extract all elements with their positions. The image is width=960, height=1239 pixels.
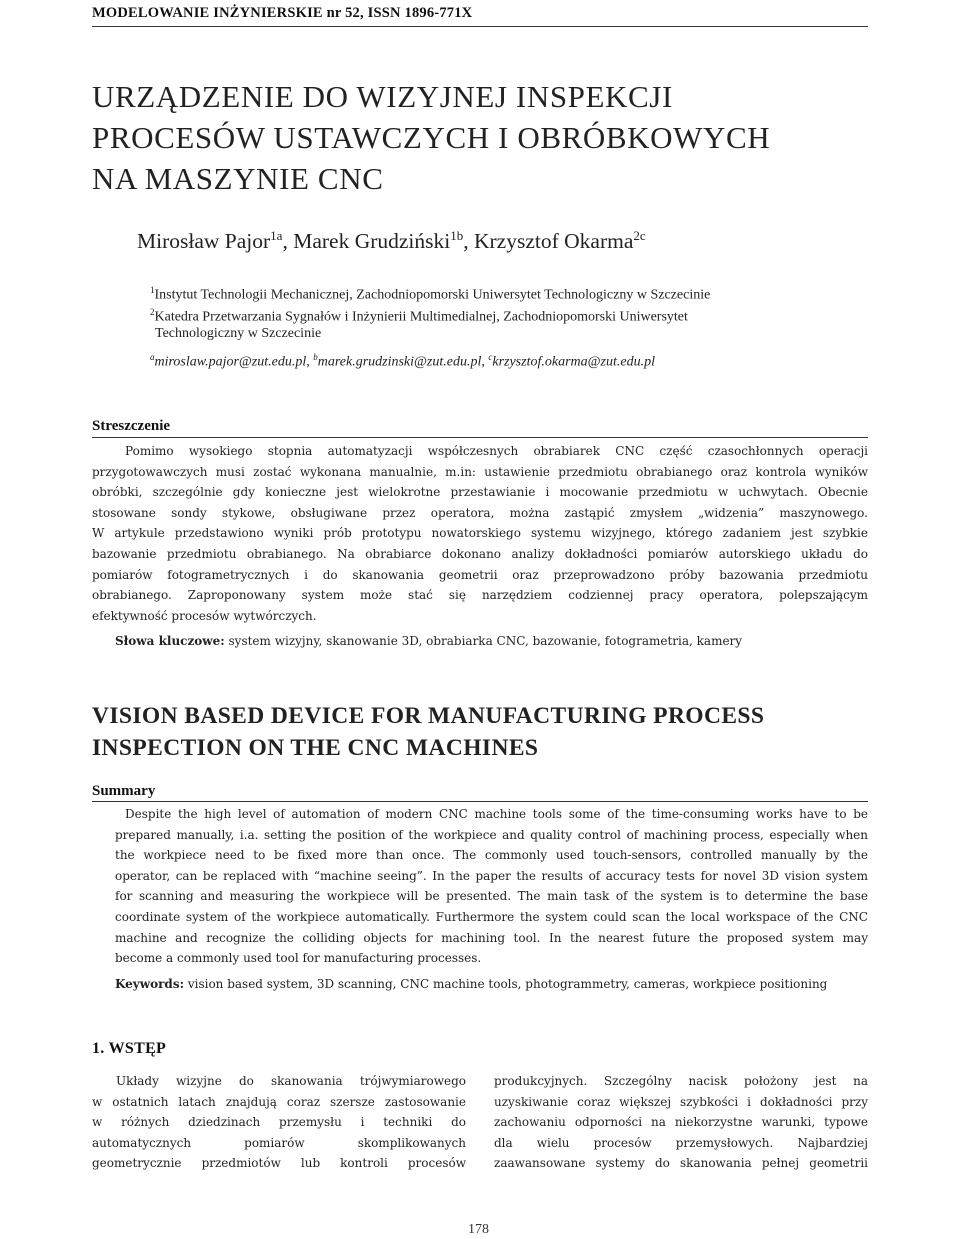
text-line: operator, can be replaced with “machine seeing”. In the paper the results of accuracy tests for novel 3D vision system — [115, 868, 868, 883]
abstract-pl-rule — [92, 437, 868, 438]
text-line: geometrycznie przedmiotów lub kontroli procesów — [92, 1156, 466, 1171]
text-line: the workpiece need to be fixed more than once. The commonly used touch-sensors, controlled manually by the — [115, 848, 868, 863]
text-line: zachowaniu odporności na niekorzystne warunki, typowe — [494, 1115, 868, 1130]
author-name: Mirosław Pajor — [137, 229, 271, 254]
text-line: obróbki, szczególnie gdy konieczne jest wielokrotne przestawianie i mocowanie przedmiotu w uchwytach. Obecnie — [92, 485, 868, 500]
author-affiliation-mark: 1b — [450, 228, 464, 243]
text-line: become a commonly used tool for manufacturing processes. — [115, 951, 482, 966]
text-line: for scanning and measuring the workpiece will be presented. The main task of the system is to determine the base — [115, 889, 868, 904]
keywords-label: Słowa kluczowe: — [115, 634, 225, 648]
affiliation-mark: 1 — [150, 285, 155, 295]
title-line: PROCESÓW USTAWCZYCH I OBRÓBKOWYCH — [92, 120, 771, 155]
author-affiliation-mark: 2c — [633, 228, 646, 243]
text-line: coordinate system of the workpiece automatically. Furthermore the system could scan the local workspace of the CNC — [115, 909, 868, 924]
text-line: uzyskiwanie coraz większej szybkości i dokładności przy — [494, 1094, 868, 1109]
affiliation-2-continued: Technologiczny w Szczecinie — [155, 326, 322, 341]
text-line: Despite the high level of automation of modern CNC machine tools some of the time-consuming works have to be — [125, 807, 868, 821]
page-number: 178 — [468, 1222, 489, 1237]
header-rule — [92, 26, 868, 27]
author-separator: , — [463, 229, 474, 254]
affiliation-text: Instytut Technologii Mechanicznej, Zachodniopomorski Uniwersytet Technologiczny w Szczecinie — [154, 287, 711, 303]
text-line: w różnych dziedzinach przemysłu i techniki do — [92, 1115, 466, 1130]
text-line: automatycznych pomiarów skomplikowanych — [92, 1135, 466, 1150]
text-line: obrabianego. Zaproponowany system może stać się narzędziem codziennej pracy operatora, polepszającym — [92, 588, 868, 603]
email-link[interactable]: miroslaw.pajor@zut.edu.pl, — [154, 354, 314, 370]
author-name: Krzysztof Okarma — [473, 229, 634, 254]
keywords-label: Keywords: — [115, 977, 185, 991]
text-line: W artykule przedstawiono wyniki prób prototypu nowatorskiego systemu wizyjnego, którego zadaniem jest szybkie — [92, 526, 868, 541]
text-line: bazowanie przedmiotu obrabianego. Na obrabiarce dokonano analizy dokładności pomiarów autorskiego układu do — [92, 546, 868, 561]
text-line: Układy wizyjne do skanowania trójwymiarowego — [116, 1074, 466, 1088]
author-affiliation-mark: 1a — [270, 228, 283, 243]
author-separator: , — [282, 229, 294, 254]
email-link[interactable]: marek.grudzinski@zut.edu.pl, — [317, 354, 489, 370]
title-line: URZĄDZENIE DO WIZYJNEJ INSPEKCJI — [92, 79, 673, 114]
text-line: pomiarów fotogrametrycznych i do skanowania geometrii oraz przeprowadzono próby bazowania przedmiotu — [92, 567, 868, 582]
abstract-pl-body — [92, 441, 868, 626]
text-line: w ostatnich latach znajdują coraz szersze zastosowanie — [92, 1094, 466, 1109]
text-line: produkcyjnych. Szczególny nacisk położony jest na — [494, 1074, 868, 1088]
title-line: VISION BASED DEVICE FOR MANUFACTURING PROCESS — [92, 703, 765, 729]
keywords-pl — [115, 634, 742, 648]
email-mark: a — [150, 352, 155, 362]
affiliation-mark: 2 — [150, 307, 155, 317]
text-line: prepared manually, i.a. setting the position of the workpiece and quality control of machining process, especially when — [115, 827, 868, 842]
title-line: INSPECTION ON THE CNC MACHINES — [92, 735, 539, 761]
text-line: machine and recognize the colliding objects for machining tool. In the nearest future the proposed system may — [115, 930, 868, 945]
keywords-text: system wizyjny, skanowanie 3D, obrabiarka CNC, bazowanie, fotogrametria, kamery — [224, 634, 743, 648]
intro-left-column — [92, 1071, 466, 1174]
author-name: Marek Grudziński — [293, 229, 451, 254]
text-line: stosowane sondy stykowe, obsługiwane przez operatora, można zastąpić zmysłem „widzenia” maszynowego. — [92, 505, 868, 520]
keywords-en — [115, 977, 827, 991]
paper-title-pl — [92, 76, 770, 199]
author-emails — [150, 347, 655, 373]
text-line: efektywność procesów wytwórczych. — [92, 608, 317, 623]
text-line: Pomimo wysokiego stopnia automatyzacji współczesnych obrabiarek CNC część czasochłonnych operacji — [125, 444, 868, 458]
affiliation-text: Katedra Przetwarzania Sygnałów i Inżynierii Multimedialnej, Zachodniopomorski Uniwersytet — [154, 309, 688, 325]
email-mark: c — [488, 352, 493, 362]
keywords-text: vision based system, 3D scanning, CNC machine tools, photogrammetry, cameras, workpiece positioning — [184, 977, 828, 991]
abstract-en-rule — [92, 801, 868, 802]
author-list — [137, 228, 646, 254]
abstract-en-body — [115, 804, 868, 969]
journal-header: MODELOWANIE INŻYNIERSKIE nr 52, ISSN 1896-771X — [92, 5, 473, 21]
email-mark: b — [313, 352, 318, 362]
title-line: NA MASZYNIE CNC — [92, 161, 384, 196]
abstract-en-heading: Summary — [92, 783, 156, 799]
section-heading-intro: 1. WSTĘP — [92, 1040, 167, 1057]
intro-right-column — [494, 1071, 868, 1174]
paper-title-en — [92, 700, 764, 764]
abstract-pl-heading: Streszczenie — [92, 418, 171, 434]
text-line: przygotowawczych musi zostać wykonana manualnie, m.in: ustawienie przedmiotu obrabianego oraz kontrola wyników — [92, 464, 868, 479]
text-line: dla wielu procesów przemysłowych. Najbardziej — [494, 1135, 868, 1150]
email-link[interactable]: krzysztof.okarma@zut.edu.pl — [492, 354, 655, 370]
text-line: zaawansowane systemy do skanowania pełnej geometrii — [494, 1156, 868, 1171]
